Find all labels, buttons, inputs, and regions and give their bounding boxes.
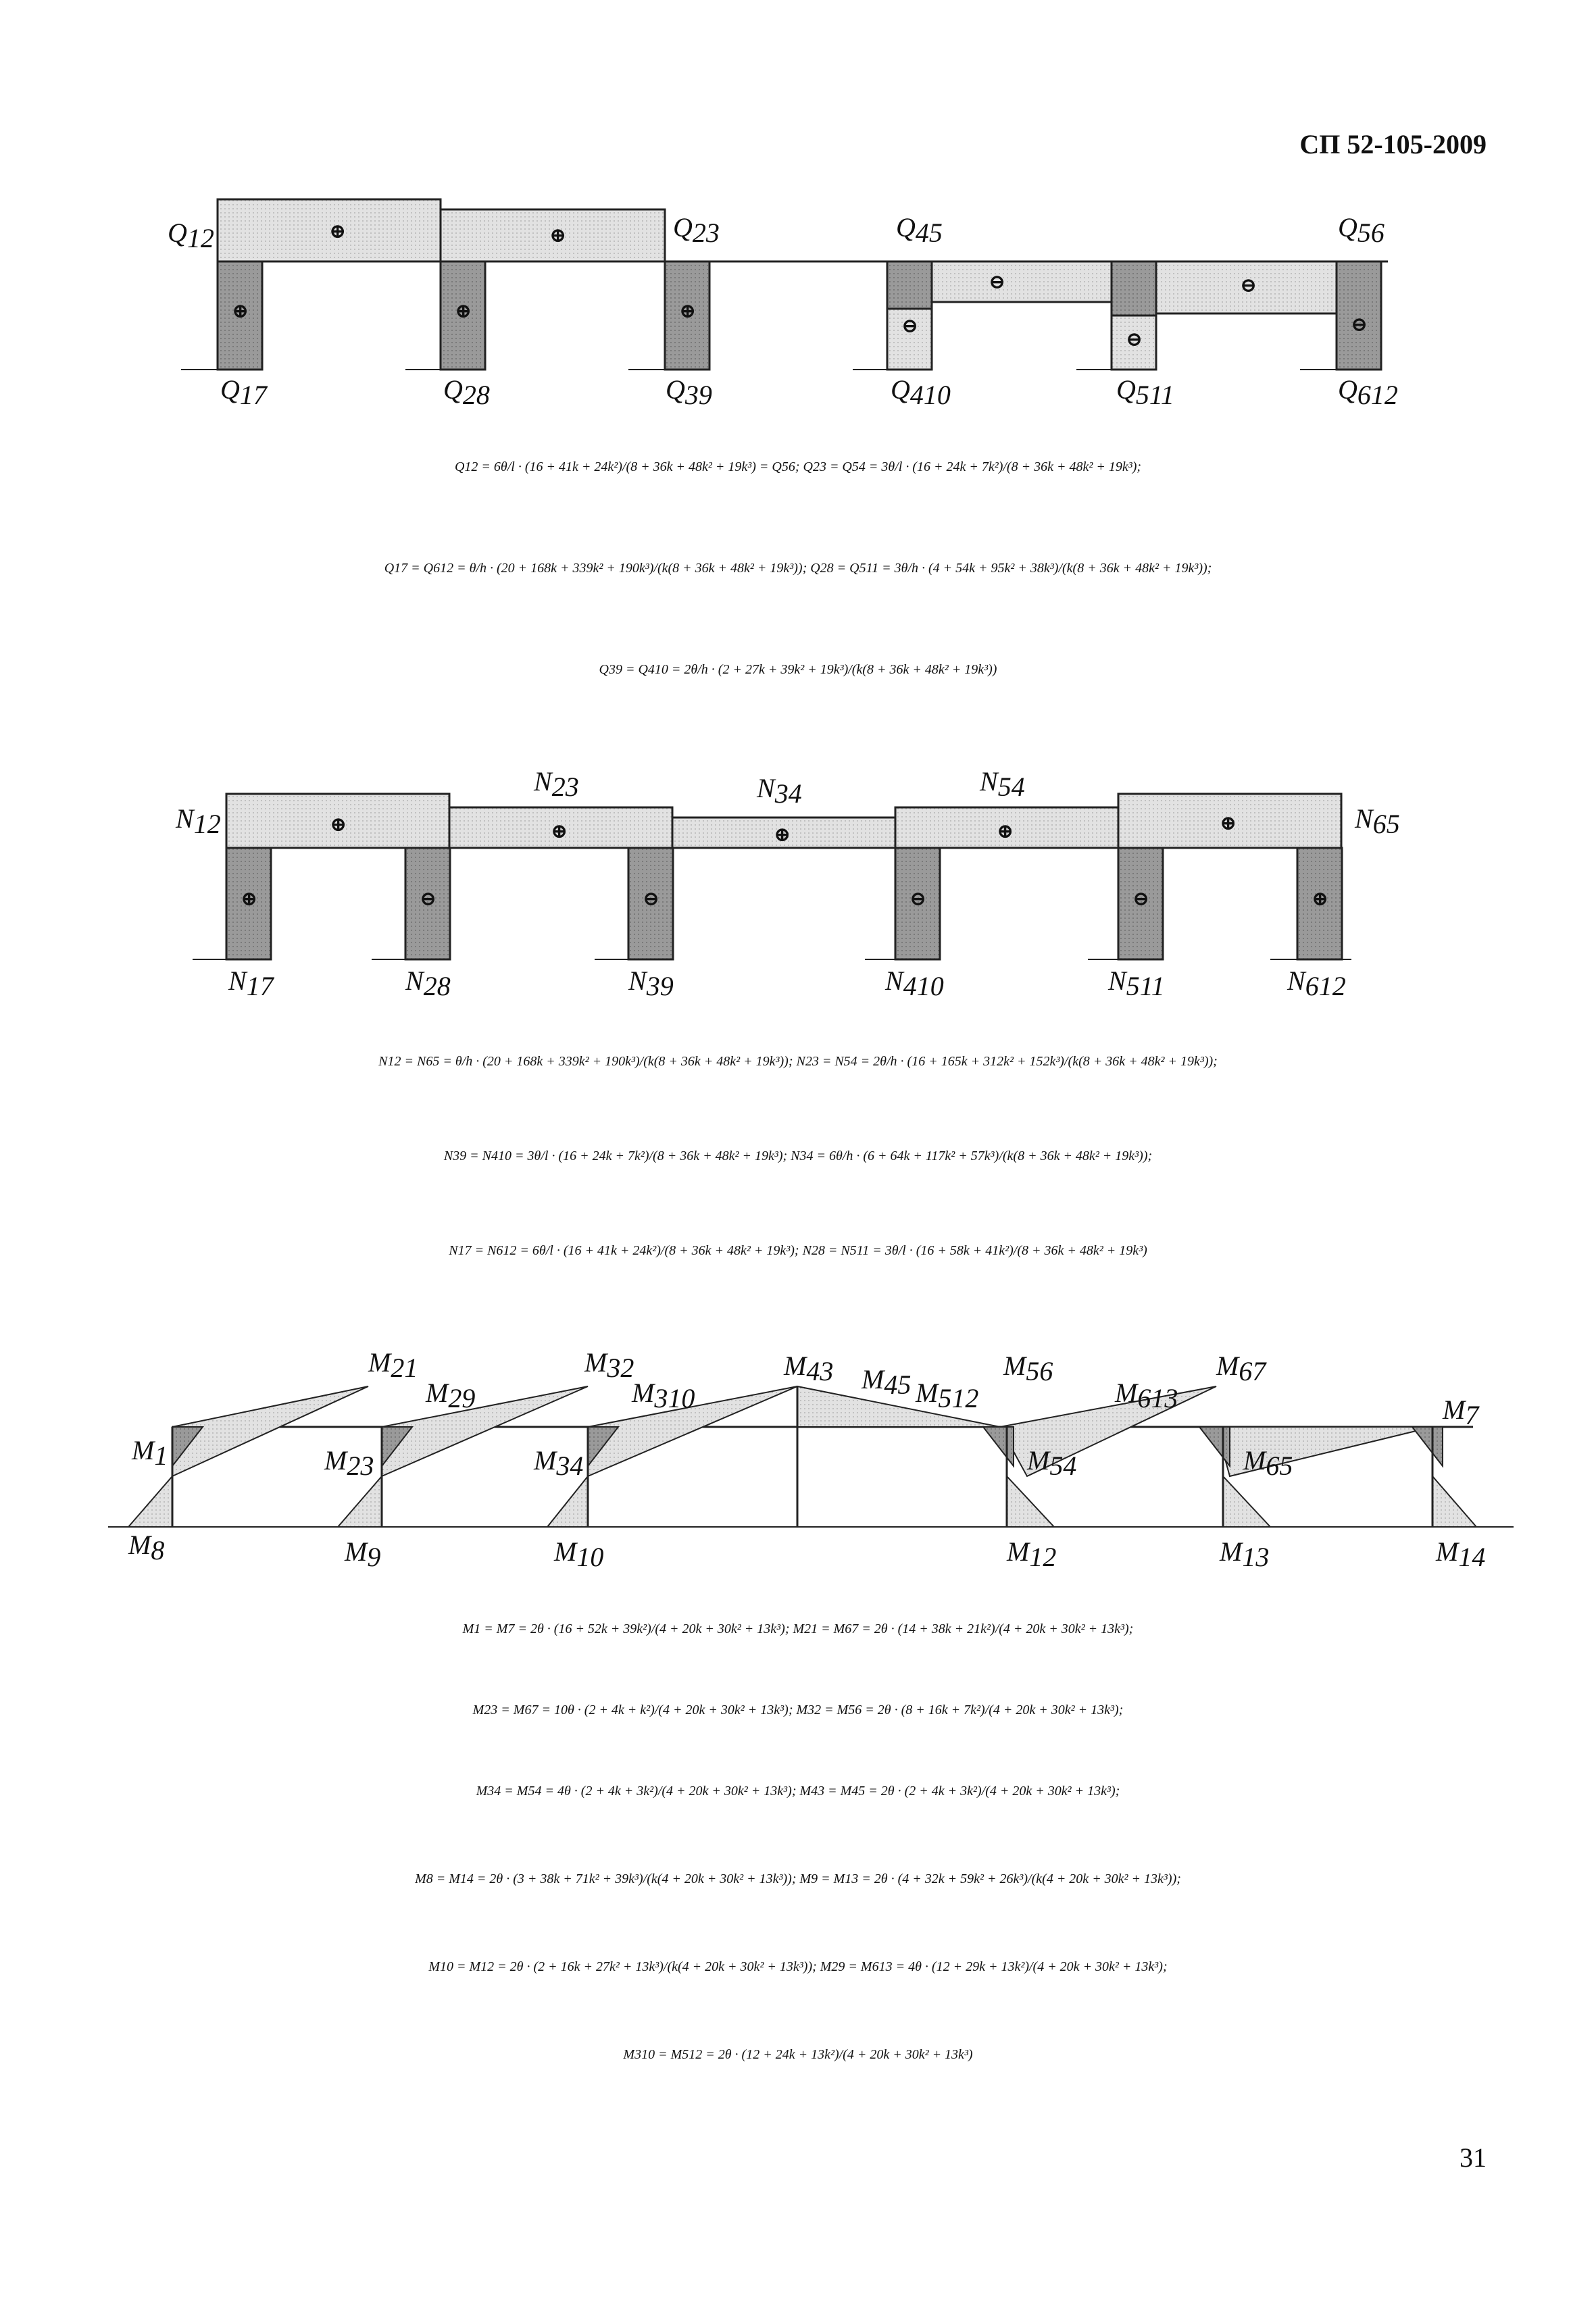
svg-text:M32: M32 (584, 1347, 634, 1383)
svg-text:⊖: ⊖ (420, 888, 437, 910)
svg-text:Q612: Q612 (1338, 374, 1398, 410)
svg-text:⊕: ⊕ (551, 820, 568, 842)
sign-negative: ⊖ (1351, 313, 1368, 336)
q-formula-line: Q39 = Q410 = 2θ/h · (2 + 27k + 39k² + 19k³)/(k(8 + 36k + 48k² + 19k³)) (599, 662, 997, 677)
svg-text:M613: M613 (1115, 1378, 1178, 1413)
svg-text:⊖: ⊖ (643, 888, 660, 910)
svg-text:M56: M56 (1003, 1351, 1053, 1386)
svg-text:N39: N39 (628, 965, 674, 1001)
sign-positive: ⊕ (455, 300, 472, 322)
sign-negative: ⊖ (901, 315, 919, 337)
m-formula-line: M23 = M67 = 10θ · (2 + 4k + k²)/(4 + 20k + 30k² + 13k³); M32 = M56 = 2θ · (8 + 16k + 7k²)/(4 + 20k + 30k² + 13k³); (472, 1703, 1124, 1717)
svg-text:⊕: ⊕ (774, 824, 791, 846)
svg-text:M43: M43 (784, 1351, 834, 1386)
svg-text:N12: N12 (176, 803, 221, 839)
svg-text:⊕: ⊕ (241, 888, 258, 910)
svg-text:Q39: Q39 (666, 374, 712, 410)
svg-text:M12: M12 (1007, 1536, 1057, 1572)
svg-text:M10: M10 (554, 1536, 604, 1572)
svg-text:M8: M8 (128, 1530, 165, 1565)
axial-force-diagram (0, 766, 1596, 1013)
n-formula-line: N12 = N65 = θ/h · (20 + 168k + 339k² + 190k³)/(k(8 + 36k + 48k² + 19k³)); N23 = N54 = 2θ/h · (16 + 165k + 312k² + 152k³)/(k(8 + 36k + 48k² + 19k³)); (378, 1054, 1218, 1069)
bending-moment-diagram (0, 1344, 1596, 1594)
m-formula-line: M34 = M54 = 4θ · (2 + 4k + 3k²)/(4 + 20k + 30k² + 13k³); M43 = M45 = 2θ · (2 + 4k + 3k²)/(4 + 20k + 30k² + 13k³); (476, 1784, 1120, 1799)
svg-text:⊖: ⊖ (1132, 888, 1150, 910)
svg-text:Q12: Q12 (168, 218, 214, 253)
svg-text:M54: M54 (1027, 1445, 1077, 1481)
m-formula-line: M10 = M12 = 2θ · (2 + 16k + 27k² + 13k³)/(k(4 + 20k + 30k² + 13k³)); M29 = M613 = 4θ · (12 + 29k + 13k²)/(4 + 20k + 30k² + 13k³); (428, 1959, 1168, 1974)
svg-text:Q23: Q23 (673, 212, 720, 248)
svg-text:M29: M29 (426, 1378, 476, 1413)
svg-text:N17: N17 (228, 965, 274, 1001)
svg-text:N28: N28 (405, 965, 451, 1001)
svg-text:⊕: ⊕ (997, 820, 1014, 842)
svg-text:Q56: Q56 (1338, 212, 1385, 248)
page-number: 31 (1460, 2142, 1487, 2173)
q-beam-blocks (218, 199, 1337, 313)
svg-text:Q17: Q17 (220, 374, 267, 410)
shear-force-diagram (0, 196, 1596, 426)
n-formula-line: N17 = N612 = 6θ/l · (16 + 41k + 24k²)/(8 + 36k + 48k² + 19k³); N28 = N511 = 3θ/l · (16 + 58k + 41k²)/(8 + 36k + 48k² + 19k³) (449, 1243, 1147, 1258)
q-formula-line: Q17 = Q612 = θ/h · (20 + 168k + 339k² + 190k³)/(k(8 + 36k + 48k² + 19k³)); Q28 = Q511 = 3θ/h · (4 + 54k + 95k² + 38k³)/(k(8 + 36k + 48k² + 19k³)); (384, 561, 1212, 576)
svg-text:⊕: ⊕ (1220, 812, 1237, 834)
svg-text:M23: M23 (324, 1445, 374, 1481)
svg-text:M1: M1 (132, 1435, 168, 1471)
svg-text:M14: M14 (1436, 1536, 1486, 1572)
q-formula-line: Q12 = 6θ/l · (16 + 41k + 24k²)/(8 + 36k + 48k² + 19k³) = Q56; Q23 = Q54 = 3θ/l · (16 + 24k + 7k²)/(8 + 36k + 48k² + 19k³); (454, 459, 1142, 474)
svg-text:N34: N34 (757, 773, 802, 809)
sign-positive: ⊕ (232, 300, 249, 322)
sign-negative: ⊖ (1240, 274, 1257, 297)
svg-text:M34: M34 (534, 1445, 584, 1481)
svg-text:M512: M512 (916, 1378, 979, 1413)
svg-text:M7: M7 (1443, 1394, 1479, 1430)
sign-positive: ⊕ (329, 220, 347, 243)
svg-text:N511: N511 (1108, 965, 1165, 1001)
sign-negative: ⊖ (989, 271, 1006, 293)
svg-text:M21: M21 (368, 1347, 418, 1383)
n-formula-line: N39 = N410 = 3θ/l · (16 + 24k + 7k²)/(8 + 36k + 48k² + 19k³); N34 = 6θ/h · (6 + 64k + 117k² + 57k³)/(k(8 + 36k + 48k² + 19k³)); (443, 1149, 1153, 1163)
svg-text:Q410: Q410 (891, 374, 951, 410)
svg-text:M310: M310 (632, 1378, 695, 1413)
svg-text:⊕: ⊕ (330, 813, 347, 836)
svg-text:M67: M67 (1216, 1351, 1266, 1386)
svg-text:N410: N410 (885, 965, 944, 1001)
svg-text:N65: N65 (1355, 803, 1400, 839)
svg-text:⊖: ⊖ (909, 888, 927, 910)
m-formula-line: M1 = M7 = 2θ · (16 + 52k + 39k²)/(4 + 20k + 30k² + 13k³); M21 = M67 = 2θ · (14 + 38k + 21k²)/(4 + 20k + 30k² + 13k³); (462, 1621, 1134, 1636)
svg-text:⊕: ⊕ (1312, 888, 1329, 910)
svg-text:Q511: Q511 (1116, 374, 1174, 410)
sign-negative: ⊖ (1126, 328, 1143, 351)
svg-text:M9: M9 (345, 1536, 381, 1572)
document-code: СП 52-105-2009 (1299, 129, 1487, 159)
m-formula-line: M8 = M14 = 2θ · (3 + 38k + 71k² + 39k³)/(k(4 + 20k + 30k² + 13k³)); M9 = M13 = 2θ · (4 + 32k + 59k² + 26k³)/(k(4 + 20k + 30k² + 13k³)); (415, 1871, 1181, 1886)
svg-text:Q45: Q45 (896, 212, 943, 248)
svg-text:M45: M45 (862, 1364, 912, 1400)
svg-text:Q28: Q28 (443, 374, 490, 410)
svg-text:N612: N612 (1287, 965, 1346, 1001)
svg-text:M65: M65 (1243, 1445, 1293, 1481)
svg-text:M13: M13 (1220, 1536, 1270, 1572)
svg-text:N54: N54 (980, 766, 1025, 802)
svg-text:N23: N23 (534, 766, 579, 802)
sign-positive: ⊕ (549, 224, 567, 247)
sign-positive: ⊕ (679, 300, 697, 322)
m-formula-line: M310 = M512 = 2θ · (12 + 24k + 13k²)/(4 + 20k + 30k² + 13k³) (623, 2047, 973, 2062)
